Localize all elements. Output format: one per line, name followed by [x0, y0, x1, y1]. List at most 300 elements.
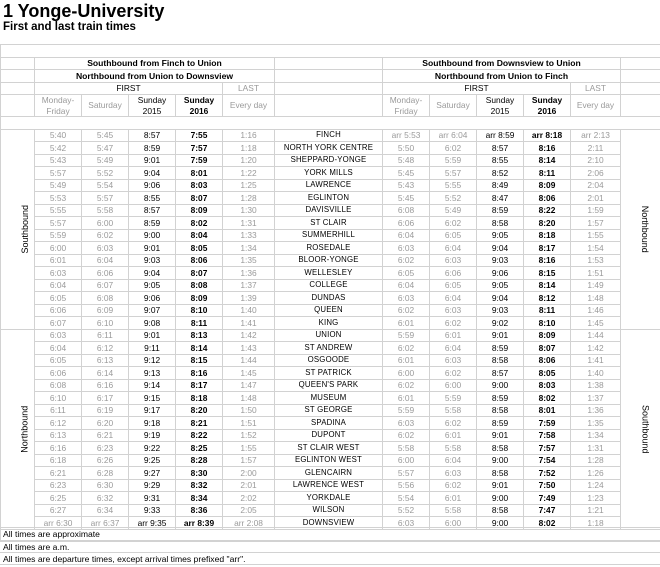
time-cell: 5:55	[430, 179, 477, 192]
time-cell: 9:01	[477, 429, 524, 442]
time-cell: 5:53	[35, 192, 82, 205]
time-cell: 8:49	[477, 179, 524, 192]
page-title: 1 Yonge-University	[3, 1, 165, 21]
time-cell: 5:57	[430, 167, 477, 180]
station-name: ST ANDREW	[275, 342, 383, 355]
time-cell: 1:23	[571, 492, 621, 505]
table-row	[1, 204, 660, 217]
time-cell: 9:11	[129, 342, 176, 355]
time-cell: 1:18	[571, 517, 621, 530]
time-cell: 6:00	[430, 379, 477, 392]
station-name: NORTH YORK CENTRE	[275, 142, 383, 155]
time-cell: 7:55	[176, 129, 223, 142]
time-cell: 9:01	[129, 329, 176, 342]
right-last-group: LAST	[571, 82, 621, 95]
time-cell: 2:11	[571, 142, 621, 155]
time-cell: 6:17	[82, 392, 129, 405]
time-cell: 6:02	[430, 317, 477, 330]
time-cell: 1:31	[223, 217, 275, 230]
time-cell: 8:57	[129, 129, 176, 142]
time-cell: 6:04	[430, 342, 477, 355]
time-cell: 8:36	[176, 504, 223, 517]
time-cell: 8:59	[477, 417, 524, 430]
time-cell: 5:59	[430, 154, 477, 167]
time-cell: 1:41	[223, 317, 275, 330]
time-cell: 9:08	[129, 317, 176, 330]
time-cell: 5:59	[35, 229, 82, 242]
left-first-group: FIRST	[35, 82, 223, 95]
time-cell: 6:03	[35, 267, 82, 280]
time-cell: 2:01	[571, 192, 621, 205]
station-name: EGLINTON	[275, 192, 383, 205]
time-cell: 5:54	[82, 179, 129, 192]
time-cell: 6:00	[35, 242, 82, 255]
station-name: MUSEUM	[275, 392, 383, 405]
time-cell: 6:01	[383, 354, 430, 367]
time-cell: 8:10	[524, 317, 571, 330]
time-cell: 7:50	[524, 479, 571, 492]
time-cell: 9:27	[129, 467, 176, 480]
time-cell: 9:03	[477, 254, 524, 267]
time-cell: 6:07	[35, 317, 82, 330]
time-cell: arr 6:30	[35, 517, 82, 530]
time-cell: 9:06	[129, 292, 176, 305]
col-sunday-2015: Sunday 2015	[129, 95, 176, 117]
side-label: Northbound	[639, 205, 650, 253]
time-cell: 8:04	[176, 229, 223, 242]
table-row	[1, 154, 660, 167]
time-cell: 6:16	[82, 379, 129, 392]
time-cell: 8:59	[129, 142, 176, 155]
time-cell: 5:57	[383, 467, 430, 480]
time-cell: 5:59	[383, 404, 430, 417]
time-cell: 6:02	[430, 367, 477, 380]
time-cell: 9:01	[129, 242, 176, 255]
time-cell: 5:57	[35, 217, 82, 230]
time-cell: 2:01	[223, 479, 275, 492]
time-cell: 5:49	[35, 179, 82, 192]
time-cell: 6:23	[82, 442, 129, 455]
time-cell: 5:52	[82, 167, 129, 180]
station-name: SUMMERHILL	[275, 229, 383, 242]
time-cell: 6:04	[430, 242, 477, 255]
time-cell: 6:03	[430, 254, 477, 267]
note-am: All times are a.m.	[0, 540, 660, 553]
time-cell: 8:07	[176, 267, 223, 280]
time-cell: 7:57	[524, 442, 571, 455]
station-name: ST GEORGE	[275, 404, 383, 417]
time-cell: 9:00	[477, 517, 524, 530]
time-cell: 6:01	[430, 329, 477, 342]
time-cell: 6:16	[35, 442, 82, 455]
col-weekday: Monday- Friday	[383, 95, 430, 117]
time-cell: 8:57	[477, 142, 524, 155]
time-cell: 1:26	[571, 467, 621, 480]
timetable	[0, 44, 660, 542]
time-cell: 6:27	[35, 504, 82, 517]
time-cell: 6:00	[383, 454, 430, 467]
time-cell: 6:03	[35, 329, 82, 342]
time-cell: 5:45	[383, 167, 430, 180]
group-header-row	[1, 82, 660, 95]
time-cell: 1:40	[223, 304, 275, 317]
station-name: GLENCAIRN	[275, 467, 383, 480]
time-cell: 8:09	[176, 204, 223, 217]
left-northbound-label	[1, 329, 35, 529]
time-cell: 5:57	[82, 192, 129, 205]
time-cell: 6:03	[430, 304, 477, 317]
table-row	[1, 467, 660, 480]
time-cell: 9:03	[477, 304, 524, 317]
time-cell: 6:32	[82, 492, 129, 505]
station-name: SHEPPARD-YONGE	[275, 154, 383, 167]
time-cell: 8:22	[524, 204, 571, 217]
time-cell: 6:06	[82, 267, 129, 280]
time-cell: 8:02	[524, 517, 571, 530]
table-row	[1, 254, 660, 267]
time-cell: 9:05	[129, 279, 176, 292]
time-cell: 8:14	[176, 342, 223, 355]
time-cell: 6:03	[383, 292, 430, 305]
time-cell: 5:56	[383, 479, 430, 492]
station-name: KING	[275, 317, 383, 330]
time-cell: 6:03	[82, 242, 129, 255]
time-cell: 8:06	[176, 254, 223, 267]
time-cell: 6:23	[35, 479, 82, 492]
time-cell: 8:13	[176, 329, 223, 342]
time-cell: 9:12	[129, 354, 176, 367]
time-cell: 6:13	[35, 429, 82, 442]
time-cell: 7:59	[176, 154, 223, 167]
time-cell: 1:44	[571, 329, 621, 342]
station-name: FINCH	[275, 129, 383, 142]
right-direction-line2: Northbound from Union to Finch	[383, 70, 621, 83]
station-name: SPADINA	[275, 417, 383, 430]
time-cell: 6:14	[82, 367, 129, 380]
time-cell: 9:17	[129, 404, 176, 417]
time-cell: 6:30	[82, 479, 129, 492]
side-label: Southbound	[20, 204, 31, 254]
time-cell: arr 2:13	[571, 129, 621, 142]
time-cell: 9:07	[129, 304, 176, 317]
time-cell: 1:53	[571, 254, 621, 267]
table-row	[1, 454, 660, 467]
col-everyday: Every day	[571, 95, 621, 117]
left-direction-line2: Northbound from Union to Downsview	[35, 70, 275, 83]
col-weekday: Monday- Friday	[35, 95, 82, 117]
time-cell: 1:25	[223, 179, 275, 192]
time-cell: 5:58	[430, 404, 477, 417]
time-cell: 1:37	[571, 392, 621, 405]
time-cell: 8:12	[524, 292, 571, 305]
time-cell: 8:02	[176, 217, 223, 230]
direction-header-line1	[1, 57, 660, 70]
col-saturday: Saturday	[82, 95, 129, 117]
time-cell: 6:04	[82, 254, 129, 267]
time-cell: 1:51	[223, 417, 275, 430]
time-cell: 6:28	[82, 467, 129, 480]
table-row	[1, 479, 660, 492]
time-cell: 1:44	[223, 354, 275, 367]
time-cell: 1:22	[223, 167, 275, 180]
table-row	[1, 492, 660, 505]
time-cell: 9:01	[477, 329, 524, 342]
time-cell: 6:01	[383, 317, 430, 330]
time-cell: 1:49	[571, 279, 621, 292]
time-cell: 5:49	[82, 154, 129, 167]
table-row	[1, 142, 660, 155]
time-cell: 6:25	[35, 492, 82, 505]
table-row	[1, 192, 660, 205]
time-cell: 1:20	[223, 154, 275, 167]
time-cell: 6:06	[35, 367, 82, 380]
time-cell: arr 5:53	[383, 129, 430, 142]
table-row	[1, 267, 660, 280]
time-cell: 1:52	[223, 429, 275, 442]
col-sunday-2016: Sunday 2016	[176, 95, 223, 117]
time-cell: 6:02	[383, 379, 430, 392]
time-cell: 7:57	[176, 142, 223, 155]
time-cell: 5:45	[383, 192, 430, 205]
time-cell: 1:28	[571, 454, 621, 467]
time-cell: 9:18	[129, 417, 176, 430]
time-cell: 8:28	[176, 454, 223, 467]
time-cell: 9:05	[477, 279, 524, 292]
time-cell: 8:01	[524, 404, 571, 417]
time-cell: 8:06	[524, 354, 571, 367]
spacer-row	[1, 117, 660, 130]
time-cell: 6:04	[383, 229, 430, 242]
time-cell: 6:05	[430, 229, 477, 242]
time-cell: 6:08	[82, 292, 129, 305]
time-cell: 9:04	[129, 167, 176, 180]
time-cell: 8:18	[524, 229, 571, 242]
left-southbound-label	[1, 129, 35, 329]
time-cell: 9:01	[129, 154, 176, 167]
time-cell: 8:59	[477, 342, 524, 355]
time-cell: 6:20	[82, 417, 129, 430]
time-cell: 9:31	[129, 492, 176, 505]
time-cell: 7:47	[524, 504, 571, 517]
table-row	[1, 279, 660, 292]
time-cell: 1:55	[223, 442, 275, 455]
table-row	[1, 354, 660, 367]
time-cell: 8:55	[477, 154, 524, 167]
time-cell: 6:05	[35, 354, 82, 367]
time-cell: 6:04	[35, 342, 82, 355]
time-cell: 9:00	[477, 492, 524, 505]
time-cell: 5:58	[82, 204, 129, 217]
time-cell: 8:20	[176, 404, 223, 417]
time-cell: arr 8:39	[176, 517, 223, 530]
table-row	[1, 367, 660, 380]
time-cell: 5:54	[383, 492, 430, 505]
table-row	[1, 229, 660, 242]
time-cell: 9:01	[477, 479, 524, 492]
time-cell: 1:35	[571, 417, 621, 430]
time-cell: 6:01	[383, 392, 430, 405]
time-cell: 6:10	[82, 317, 129, 330]
time-cell: 6:02	[383, 254, 430, 267]
left-last-group: LAST	[223, 82, 275, 95]
table-row	[1, 217, 660, 230]
time-cell: 8:08	[176, 279, 223, 292]
station-name: ST PATRICK	[275, 367, 383, 380]
table-row	[1, 317, 660, 330]
time-cell: 1:59	[571, 204, 621, 217]
time-cell: 7:49	[524, 492, 571, 505]
time-cell: 8:05	[176, 242, 223, 255]
time-cell: 9:00	[477, 454, 524, 467]
station-name: WELLESLEY	[275, 267, 383, 280]
side-label: Northbound	[19, 405, 30, 453]
time-cell: 5:58	[430, 442, 477, 455]
table-row	[1, 504, 660, 517]
time-cell: 6:00	[82, 217, 129, 230]
time-cell: 2:04	[571, 179, 621, 192]
time-cell: 9:29	[129, 479, 176, 492]
time-cell: 1:54	[571, 242, 621, 255]
time-cell: 8:57	[129, 204, 176, 217]
direction-header-line2	[1, 70, 660, 83]
station-name: QUEEN	[275, 304, 383, 317]
time-cell: 8:07	[176, 192, 223, 205]
time-cell: 8:20	[524, 217, 571, 230]
time-cell: 9:03	[129, 254, 176, 267]
time-cell: 9:04	[477, 242, 524, 255]
time-cell: 8:14	[524, 279, 571, 292]
col-sunday-2015: Sunday 2015	[477, 95, 524, 117]
time-cell: 8:32	[176, 479, 223, 492]
time-cell: 6:34	[82, 504, 129, 517]
time-cell: 8:59	[477, 204, 524, 217]
time-cell: 1:48	[223, 392, 275, 405]
time-cell: 1:41	[571, 354, 621, 367]
time-cell: 6:01	[35, 254, 82, 267]
time-cell: 9:14	[129, 379, 176, 392]
time-cell: 5:59	[430, 392, 477, 405]
col-everyday: Every day	[223, 95, 275, 117]
time-cell: 5:55	[35, 204, 82, 217]
time-cell: 8:15	[524, 267, 571, 280]
time-cell: 5:49	[430, 204, 477, 217]
station-name: ST CLAIR WEST	[275, 442, 383, 455]
right-first-group: FIRST	[383, 82, 571, 95]
time-cell: 1:55	[571, 229, 621, 242]
table-row	[1, 242, 660, 255]
time-cell: 1:38	[571, 379, 621, 392]
time-cell: 8:03	[524, 379, 571, 392]
time-cell: 8:58	[477, 504, 524, 517]
station-name: YORK MILLS	[275, 167, 383, 180]
time-cell: 8:22	[176, 429, 223, 442]
time-cell: 5:57	[35, 167, 82, 180]
time-cell: 1:45	[223, 367, 275, 380]
station-name: LAWRENCE WEST	[275, 479, 383, 492]
time-cell: 8:55	[129, 192, 176, 205]
time-cell: 6:12	[35, 417, 82, 430]
time-cell: 1:48	[571, 292, 621, 305]
time-cell: 1:45	[571, 317, 621, 330]
station-name: OSGOODE	[275, 354, 383, 367]
notes	[0, 527, 660, 565]
time-cell: 8:10	[176, 304, 223, 317]
time-cell: arr 8:18	[524, 129, 571, 142]
time-cell: 5:40	[35, 129, 82, 142]
time-cell: 2:02	[223, 492, 275, 505]
time-cell: 6:02	[383, 342, 430, 355]
time-cell: 1:57	[571, 217, 621, 230]
time-cell: 6:02	[430, 142, 477, 155]
time-cell: 5:59	[383, 329, 430, 342]
time-cell: 8:59	[129, 217, 176, 230]
station-name: DUNDAS	[275, 292, 383, 305]
time-cell: 6:02	[383, 429, 430, 442]
time-cell: 8:25	[176, 442, 223, 455]
time-cell: 6:19	[82, 404, 129, 417]
time-cell: 6:03	[430, 354, 477, 367]
table-row	[1, 129, 660, 142]
table-row	[1, 292, 660, 305]
time-cell: 1:36	[223, 267, 275, 280]
column-header-row	[1, 95, 660, 117]
time-cell: 2:00	[223, 467, 275, 480]
time-cell: 6:00	[383, 367, 430, 380]
time-cell: 8:21	[176, 417, 223, 430]
time-cell: 1:57	[223, 454, 275, 467]
time-cell: 2:10	[571, 154, 621, 167]
time-cell: 1:40	[571, 367, 621, 380]
station-name: YORKDALE	[275, 492, 383, 505]
time-cell: 8:16	[524, 142, 571, 155]
time-cell: 6:07	[82, 279, 129, 292]
time-cell: 6:08	[383, 204, 430, 217]
table-row	[1, 342, 660, 355]
table-row	[1, 179, 660, 192]
station-name: EGLINTON WEST	[275, 454, 383, 467]
table-row	[1, 329, 660, 342]
time-cell: 8:11	[524, 304, 571, 317]
time-cell: 6:05	[430, 279, 477, 292]
time-cell: 8:18	[176, 392, 223, 405]
time-cell: 1:51	[571, 267, 621, 280]
time-cell: 8:57	[477, 367, 524, 380]
time-cell: 9:02	[477, 317, 524, 330]
time-cell: 5:58	[430, 504, 477, 517]
time-cell: 1:39	[223, 292, 275, 305]
time-cell: 6:11	[82, 329, 129, 342]
time-cell: 1:42	[571, 342, 621, 355]
time-cell: 9:25	[129, 454, 176, 467]
time-cell: 1:37	[223, 279, 275, 292]
table-row	[1, 392, 660, 405]
time-cell: 6:21	[82, 429, 129, 442]
table-row	[1, 304, 660, 317]
time-cell: 1:34	[571, 429, 621, 442]
right-northbound-label	[621, 129, 660, 329]
right-direction-line1: Southbound from Downsview to Union	[383, 57, 621, 70]
station-name: ST CLAIR	[275, 217, 383, 230]
station-name: ROSEDALE	[275, 242, 383, 255]
time-cell: 6:05	[35, 292, 82, 305]
time-cell: 6:02	[430, 479, 477, 492]
time-cell: 2:05	[223, 504, 275, 517]
time-cell: 1:50	[223, 404, 275, 417]
note-departure: All times are departure times, except arrival times prefixed "arr".	[0, 552, 660, 565]
time-cell: 7:54	[524, 454, 571, 467]
time-cell: 1:21	[571, 504, 621, 517]
table-row	[1, 404, 660, 417]
